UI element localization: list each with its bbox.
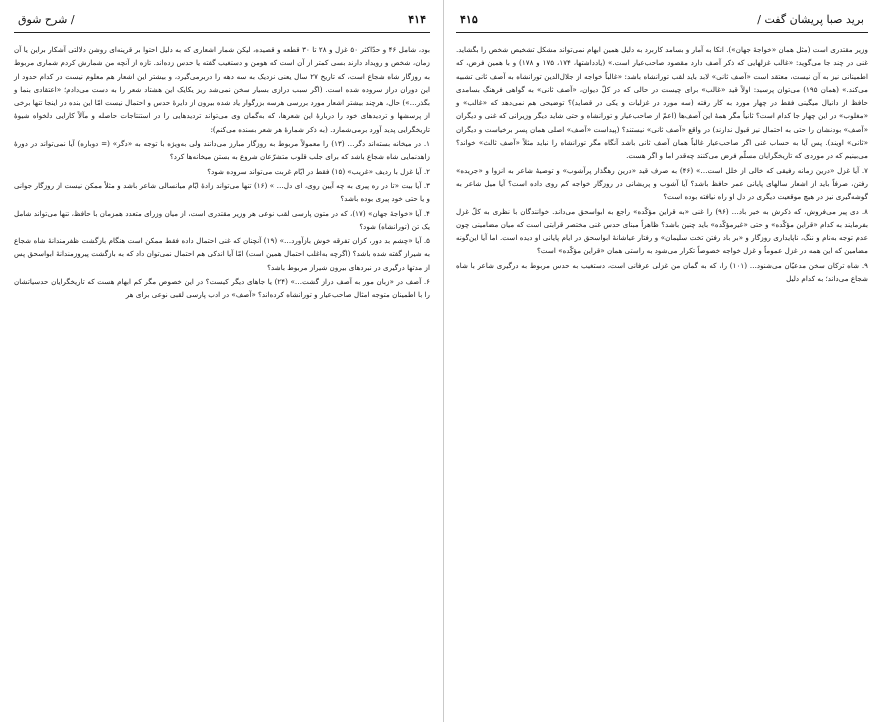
running-header — [14, 10, 430, 33]
paragraph: ۴. آیا «خواجهٔ جهان» (۱۷)، که در متون پارسی لقب نوعی هر وزیر مقتدری است، از میان وزرای متعدد همزمان با حافظ، تنها می‌تواند شامل یک تن (تورانشاه) شود؟ — [14, 208, 430, 231]
page-number: ۴۱۵ — [460, 13, 478, 26]
right-page — [452, 0, 876, 722]
left-page — [6, 0, 434, 722]
page-number: ۴۱۴ — [408, 13, 426, 26]
paragraph: وزیر مقتدری است (مثل همان «خواجهٔ جهان»). انکا به آمار و بسامد کاربرد به دلیل همین ابهام نمی‌تواند مشکل تشخیص شخص را بگشاید. غنی در چند جا می‌گوید: «غالب غزلهایی که ذکر آصف دارد مقصود صاحب‌عیار است.» (یادداشتها، ۱۷۴، ۱۷۵ و ۱۷۸) و با همین فرض، که اطمینانی نیز به آن نیست، معتقد است «آصف ثانی» لابد باید لقب تورانشاه باشد: «غالباً خواجه از جلال‌الدین تورانشاه به آصف ثانی تشبیه می‌کند.» (همان ۱۹۵) می‌توان پرسید: اولاً قید «غالب» برای چیست در حالی که در کلّ دیوان، «آصف ثانی» به گواهی فرهنگ بسامدی حافظ از دانیال میگینی فقط در چهار مورد به کار رفته (سه مورد در غزلیات و یکی در قصاید)؟ توضیحی هم نمی‌دهد که «غالب» و «مغلوب» در این چهار جا کدام است؟ ثانیاً مگر همهٔ این آصف‌ها (اعمّ از صاحب‌عیار و تورانشاه و حتی شاید دیگر وزیرانی که غنی و دیگران «آصف» بودنشان را حتی به احتمال نیز قبول ندارند) در واقع «آصف ثانی» نیستند؟ (پیداست «آصف» اصلی همان پسر برخیاست و دیگران «ثانی» اویند). پس آیا به حساب غنی اگر صاحب‌عیار غالباً همان آصف ثانی باشد آنگاه مگر تورانشاه را نباید مثلاً «آصف ثالث» خواند؟ می‌بینیم که در موردی که تاریخگرایان مسلّم فرض می‌کنند چه‌قدر اما و اگر هست. — [456, 45, 869, 161]
book-gutter — [443, 0, 444, 722]
paragraph: ۹. شاه ترکان سخن مدعیّان می‌شنود… (۱۰۱) را، که به گمان من غزلی عرفانی است، دستغیب به حدس مربوط به درگیری شاعر با شاه شجاع می‌داند؛ به کدام دلیل — [456, 260, 868, 284]
paragraph: ۳. آیا بیت «تا در ره پیری به چه آیین روی، ای دل… » (۱۶) تنها می‌تواند زادهٔ ایّام میانسالی شاعر باشد و مثلاً ممکن نیست از روزگار جوانی و یا حتی خود پیری بوده باشد؟ — [14, 180, 430, 204]
page-body — [456, 43, 868, 285]
paragraph: ۸. دی پیر می‌فروش، که ذکرش به خیر باد… (۹۶) را غنی «به قراین مؤکّده» راجع به ابواسحق می‌داند. خوانندگان با نظری به کلّ غزل بفرمایند به کدام «قراین مؤکّده» و حتی «غیرمؤکّده» باید چنین باشد؟ ظاهراً مبنای حدس غنی مختصر قرابتی است که میان مضامینی چون عدم توجه به‌نام و ننگ، ناپایداری روزگار و «بر باد رفتن تخت سلیمان» و رفتار عیاشانهٔ ابواسحق در ایام پایانی او دیده است. اما آیا این‌گونه مضامین که این همه در غزل عموماً و غزل خواجه خصوصاً تکرار می‌شود به راستی همان «قراین مؤکّده» است؟ — [456, 206, 868, 256]
running-title: / شرح شوق — [18, 13, 75, 26]
running-header — [456, 10, 868, 33]
paragraph: بود، شامل ۴۶ و حدّاکثر ۵۰ غزل و ۲۸ تا ۳۰ قطعه و قصیده، لیکن شمار اشعاری که به دلیل احتوا بر قرینه‌ای روشن دلالتی آشکار براین یا آن زمان، شخص و رویداد دارند بسی کمتر از آن است که هومن و دستغیب گفته یا حدس زده‌اند. تازه از آنچه من شمارش کردم شماری مربوط به روزگار شاه شجاع است، که تاریخ ۲۷ سال یعنی نزدیک به سه دهه را دربرمی‌گیرد، و بیشتر این اشعار هم معلوم نیست در کدام حدود از این دوران دراز سروده شده است. (اگر سبب درازی بسیار سخن نمی‌شد ریز یکایک این هشتاد شعر را به دست می‌دادم؛ «اعتقادی بنما و بگذر…») حال، هرچند بیشتر اشعار مورد بررسی هرسه بزرگوار یاد شده بیرون از دایرهٔ حدس و احتمال نیست امّا این بنده در اینجا تنها برخی از پرسشها و تردیدهای خود را دربارهٔ این شعرها، که به‌گمان وی می‌تواند تردیدهایی را در استنتاجات حاصله و مآلاً کارایی دلخواه شیوهٔ تاریخگرایی پدید آورد برمی‌شمارد. (به ذکر شمارهٔ هر شعر بسنده می‌کنم): — [14, 45, 431, 134]
paragraph: ۲. آیا غزل با ردیف «غریب» (۱۵) فقط در ایّام غربت می‌تواند سروده شود؟ — [207, 166, 430, 176]
paragraph: ۷. آیا غزل «درین زمانه رفیقی که خالی از خلل است…» (۴۶) به صرف قید «درین رهگذار پرآشوب» و توصیهٔ شاعر به انزوا و «جریده» رفتن، صرفاً باید از اشعار سالهای پایانی عمر حافظ باشد؟ آیا آشوب و پریشانی در روزگار خواجه کم روی داده است؟ آیا میل شاعر به گوشه‌گیری نیز در هیچ موقعیت دیگری در دل او راه نیافته بوده است؟ — [456, 165, 868, 202]
running-title: برید صبا پریشان گفت / — [757, 13, 864, 26]
paragraph: ۵. آیا «چشم بد دور، کزان تفرقه خوش بازآورد…» (۱۹) آنچنان که غنی احتمال داده فقط ممکن است هنگام بازگشت ظفرمندانهٔ شاه شجاع به شیراز گفته شده باشد؟ (اگرچه به‌اغلب احتمال همین است) امّا آیا اندکی هم احتمال نمی‌توان داد که به بازگشت پیروزمندانهٔ ابواسحق پس از مدتها درگیری در نبردهای بیرون شیراز مربوط باشد؟ — [14, 236, 430, 272]
paragraph: ۶. آصف در «زبان مور به آصف دراز گشت…» (۲۴) یا جاهای دیگر کیست؟ در این خصوص مگر کم ابهام هست که تاریخگرایان حدسیاتشان را با اطمینان متوجه امثال صاحب‌عیار و تورانشاه کرده‌اند؟ «آصف» در ادب پارسی لقبی نوعی برای هر — [14, 277, 430, 300]
page-body — [14, 43, 430, 302]
paragraph: ۱. در میخانه بسته‌اند دگر… (۱۳) را معمولاً مربوط به روزگار مبارز می‌دانند ولی به‌ویژه با توجه به «دگر» (= دوباره) آیا نمی‌تواند در دورهٔ زاهدنمایی شاه شجاع باشد که برای جلب قلوب متشرّعان شروع به بستن میخانه‌ها کرد؟ — [14, 139, 430, 162]
